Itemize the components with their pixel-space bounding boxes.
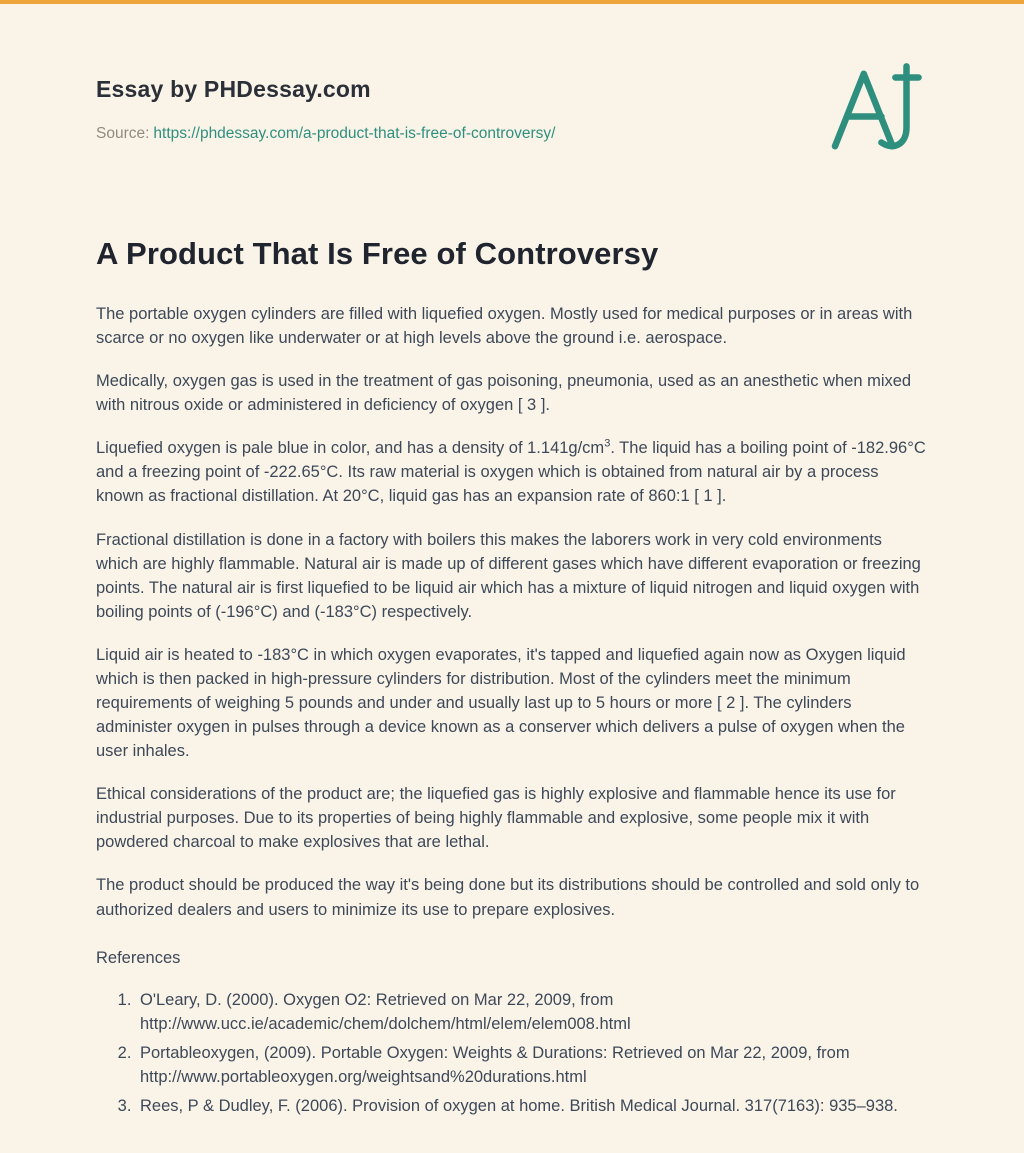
paragraph-7: The product should be produced the way it's being done but its distributions should be controlled and sold only to authorized dealers and users to minimize its use to prepare explosives. xyxy=(96,876,920,919)
essay-content xyxy=(0,4,1024,1153)
page-header xyxy=(96,62,928,158)
paragraph-3-text-a: Liquefied oxygen is pale blue in color, and has a density of 1.141g/cm xyxy=(96,439,605,458)
source-link[interactable]: https://phdessay.com/a-product-that-is-free-of-controversy/ xyxy=(153,125,556,142)
paragraph-1: The portable oxygen cylinders are filled with liquefied oxygen. Mostly used for medical purposes or in areas with scarce or no oxygen like underwater or at high levels above the ground i.e. aerospace. xyxy=(96,305,913,348)
paragraph-2: Medically, oxygen gas is used in the treatment of gas poisoning, pneumonia, used as an anesthetic when mixed with nitrous oxide or administered in deficiency of oxygen [ 3 ]. xyxy=(96,372,912,415)
byline: Essay by PHDessay.com xyxy=(96,76,371,102)
superscript-3: 3 xyxy=(604,437,611,450)
paragraph-3 xyxy=(96,436,928,508)
paragraph-6: Ethical considerations of the product are; the liquefied gas is highly explosive and flammable hence its use for industrial purposes. Due to its properties of being highly flammable and explosive, some people mix it with powdered charcoal to make explosives that are lethal. xyxy=(96,785,896,852)
reference-item-1: 1. O'Leary, D. (2000). Oxygen O2: Retrieved on Mar 22, 2009, from http://www.ucc.ie/academic/chem/dolchem/html/elem/elem008.html xyxy=(136,988,928,1036)
paragraph-5: Liquid air is heated to -183°C in which oxygen evaporates, it's tapped and liquefied again now as Oxygen liquid which is then packed in high-pressure cylinders for distribution. Most of the cylinders meet the minimum requirements of weighing 5 pounds and under and usually last up to 5 hours or more [ 2 ]. The cylinders administer oxygen in pulses through a device known as a conserver which delivers a pulse of oxygen when the user inhales. xyxy=(96,645,906,761)
header-text-block xyxy=(96,62,555,143)
essay-title: A Product That Is Free of Controversy xyxy=(96,236,659,271)
references-heading: References xyxy=(96,948,181,967)
paragraph-4: Fractional distillation is done in a factory with boilers this makes the laborers work in very cold environments which are highly flammable. Natural air is made up of different gases which have different evaporation or freezing points. The natural air is first liquefied to be liquid air which has a mixture of liquid nitrogen and liquid oxygen with boiling points of (-196°C) and (-183°C) respectively. xyxy=(96,530,921,621)
reference-item-3: 3. Rees, P & Dudley, F. (2006). Provision of oxygen at home. British Medical Journal. 317(7163): 935–938. xyxy=(136,1094,928,1118)
references-list xyxy=(96,988,928,1118)
source-line xyxy=(96,125,555,143)
paragraph-3-text-b: . The liquid has a boiling point of -182.96°C and a freezing point of -222.65°C. Its raw material is oxygen which is obtained from natural air by a process known as fractional distillation. At 20°C, liquid gas has an expansion rate of 860:1 [ 1 ]. xyxy=(96,439,926,506)
source-label: Source: xyxy=(96,125,150,142)
reference-item-2: 2. Portableoxygen, (2009). Portable Oxygen: Weights & Durations: Retrieved on Mar 22, 2009, from http://www.portableoxygen.org/weightsand%20durations.html xyxy=(136,1041,928,1089)
phdessay-logo-icon xyxy=(822,62,926,158)
